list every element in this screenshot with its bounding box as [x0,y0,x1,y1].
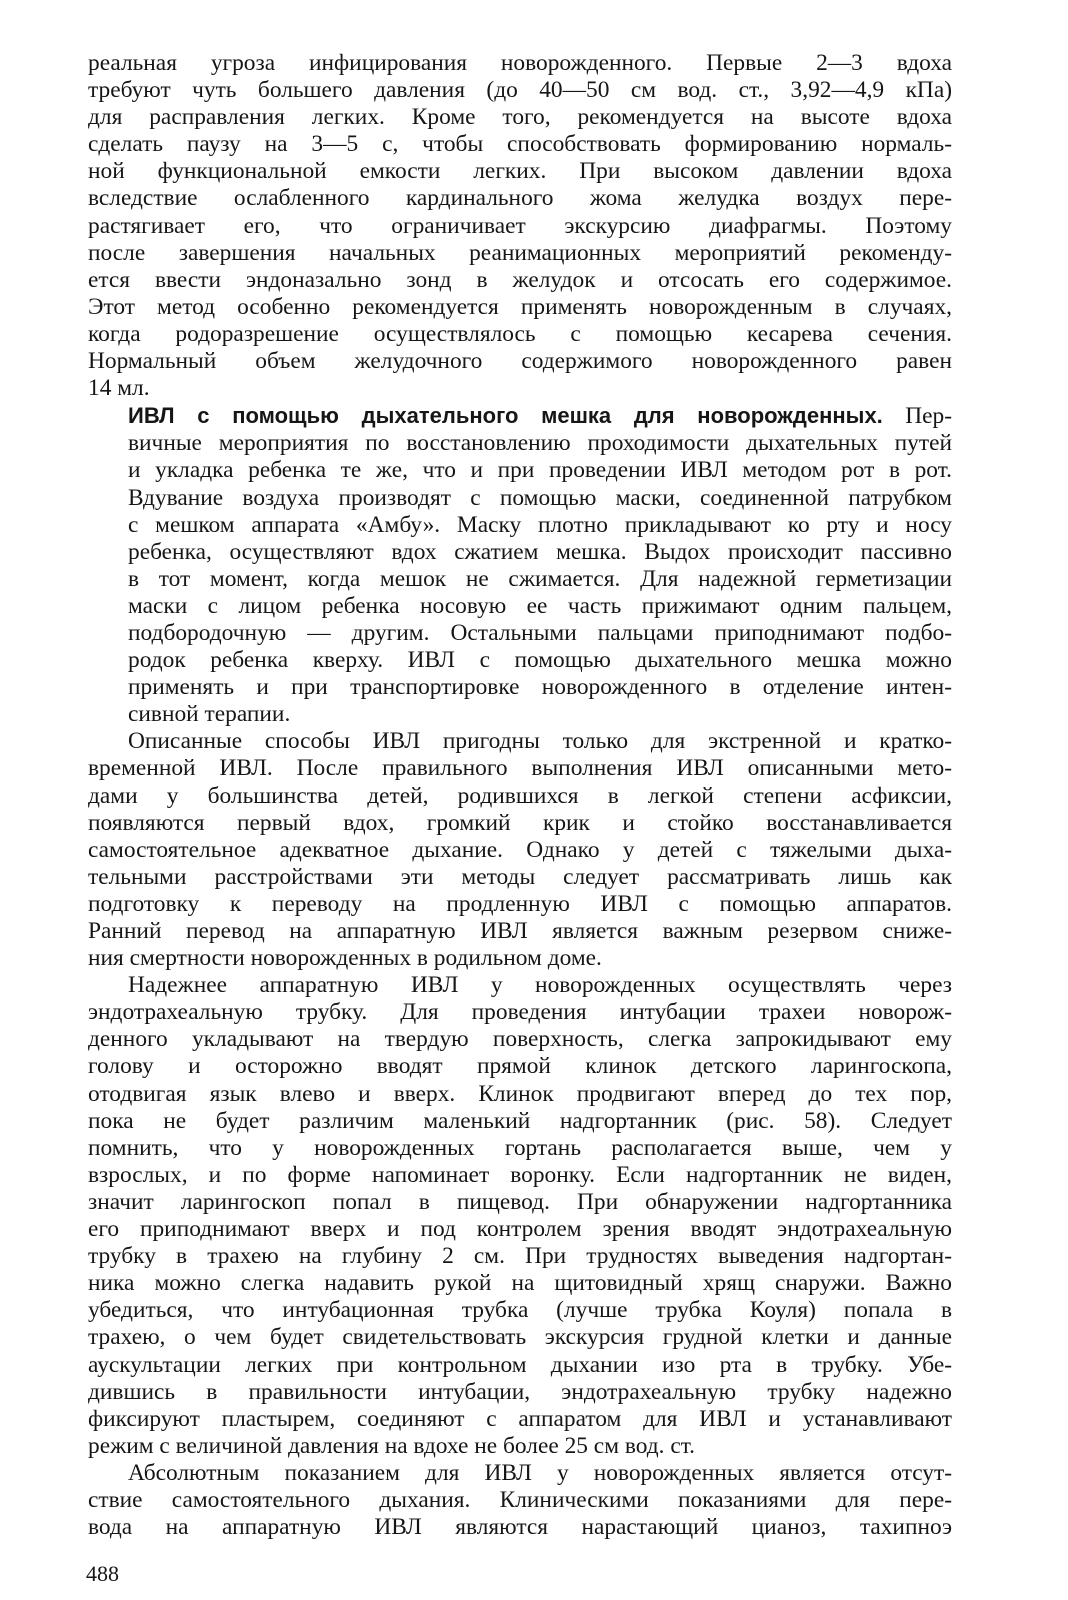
page-number: 488 [86,1561,119,1586]
text-line: в тот момент, когда мешок не сжимается. Для надежной герметизации [128,565,952,592]
text-line: сделать паузу на 3—5 с, чтобы способствовать формированию нормаль- [88,131,952,158]
text-line: пока не будет различим маленький надгортанник (рис. 58). Следует [88,1107,952,1134]
text-line: временной ИВЛ. После правильного выполнения ИВЛ описанными мето- [88,755,952,782]
text-line: Нормальный объем желудочного содержимого новорожденного равен [88,348,952,375]
text-line: дившись в правильности интубации, эндотрахеальную трубку надежно [88,1378,952,1405]
text-line: Вдувание воздуха производят с помощью маски, соединенной патрубком [128,484,952,511]
text-line: вследствие ослабленного кардинального жома желудка воздух пере- [88,185,952,212]
paragraph-1 [88,50,952,402]
text-line: фиксируют пластырем, соединяют с аппаратом для ИВЛ и устанавливают [88,1405,952,1432]
text-line: подбородочную — другим. Остальными пальцами приподнимают подбо- [128,619,952,646]
paragraph-2 [88,402,952,728]
text-line: Этот метод особенно рекомендуется применять новорожденным в случаях, [88,293,952,320]
text-line: после завершения начальных реанимационных мероприятий рекоменду- [88,239,952,266]
text-line: и укладка ребенка те же, что и при проведении ИВЛ методом рот в рот. [128,457,952,484]
text-line: ется ввести эндоназально зонд в желудок и отсосать его содержимое. [88,266,952,293]
text-line: помнить, что у новорожденных гортань располагается выше, чем у [88,1134,952,1161]
text-line: значит ларингоскоп попал в пищевод. При обнаружении надгортанника [88,1188,952,1215]
text-line: применять и при транспортировке новорожденного в отделение интен- [128,674,952,701]
text-line: трахею, о чем будет свидетельствовать экскурсия грудной клетки и данные [88,1324,952,1351]
text-line: ния смертности новорожденных в родильном доме. [88,945,602,972]
text-line [88,402,952,430]
text-line-rest: Пер- [905,403,952,430]
text-line: ника можно слегка надавить рукой на щитовидный хрящ снаружи. Важно [88,1270,952,1297]
text-line: маски с лицом ребенка носовую ее часть прижимают одним пальцем, [128,592,952,619]
text-line: подготовку к переводу на продленную ИВЛ с помощью аппаратов. [88,890,952,917]
text-line: когда родоразрешение осуществлялось с помощью кесарева сечения. [88,320,952,347]
text-line: самостоятельное адекватное дыхание. Однако у детей с тяжелыми дыха- [88,836,952,863]
text-line: убедиться, что интубационная трубка (лучше трубка Коуля) попала в [88,1297,952,1324]
text-line: его приподнимают вверх и под контролем зрения вводят эндотрахеальную [88,1216,952,1243]
text-line: для расправления легких. Кроме того, рекомендуется на высоте вдоха [88,104,952,131]
text-line: режим с величиной давления на вдохе не более 25 см вод. ст. [88,1432,696,1459]
text-line: вода на аппаратную ИВЛ являются нарастающий цианоз, тахипноэ [88,1514,952,1541]
text-line: появляются первый вдох, громкий крик и стойко восстанавливается [88,809,952,836]
text-line: сивной терапии. [128,701,291,728]
text-line: с мешком аппарата «Амбу». Маску плотно прикладывают ко рту и носу [128,511,952,538]
paragraph-3 [88,728,952,972]
text-line: тельными расстройствами эти методы следует рассматривать лишь как [88,863,952,890]
text-line: Описанные способы ИВЛ пригодны только для экстренной и кратко- [128,728,952,755]
text-line: растягивает его, что ограничивает экскурсию диафрагмы. Поэтому [88,212,952,239]
text-line: ребенка, осуществляют вдох сжатием мешка. Выдох происходит пассивно [128,538,952,565]
text-line: эндотрахеальную трубку. Для проведения интубации трахеи новорож- [88,999,952,1026]
text-line: Абсолютным показанием для ИВЛ у новорожденных является отсут- [128,1459,952,1486]
text-line: требуют чуть большего давления (до 40—50 см вод. ст., 3,92—4,9 кПа) [88,77,952,104]
text-line: реальная угроза инфицирования новорожденного. Первые 2—3 вдоха [88,50,952,76]
paragraph-5 [88,1460,952,1541]
text-line: взрослых, и по форме напоминает воронку. Если надгортанник не виден, [88,1161,952,1188]
page-body [88,50,952,1541]
text-line: аускультации легких при контрольном дыхании изо рта в трубку. Убе- [88,1351,952,1378]
text-line: денного укладывают на твердую поверхность, слегка запрокидывают ему [88,1026,952,1053]
text-line: вичные мероприятия по восстановлению проходимости дыхательных путей [128,430,952,457]
run-in-heading: ИВЛ с помощью дыхательного мешка для новорожденных. [128,403,883,429]
text-line: ствие самостоятельного дыхания. Клиническими показаниями для пере- [88,1486,952,1513]
text-line: отодвигая язык влево и вверх. Клинок продвигают вперед до тех пор, [88,1080,952,1107]
text-line: Ранний перевод на аппаратную ИВЛ является важным резервом сниже- [88,918,952,944]
text-line: трубку в трахею на глубину 2 см. При трудностях выведения надгортан- [88,1243,952,1270]
text-line: 14 мл. [88,375,150,402]
text-line: дами у большинства детей, родившихся в легкой степени асфиксии, [88,782,952,809]
paragraph-4 [88,972,952,1460]
text-line: Надежнее аппаратную ИВЛ у новорожденных осуществлять через [128,972,952,999]
text-line: ной функциональной емкости легких. При высоком давлении вдоха [88,158,952,185]
text-line: голову и осторожно вводят прямой клинок детского ларингоскопа, [88,1053,952,1080]
text-line: родок ребенка кверху. ИВЛ с помощью дыхательного мешка можно [128,647,952,674]
